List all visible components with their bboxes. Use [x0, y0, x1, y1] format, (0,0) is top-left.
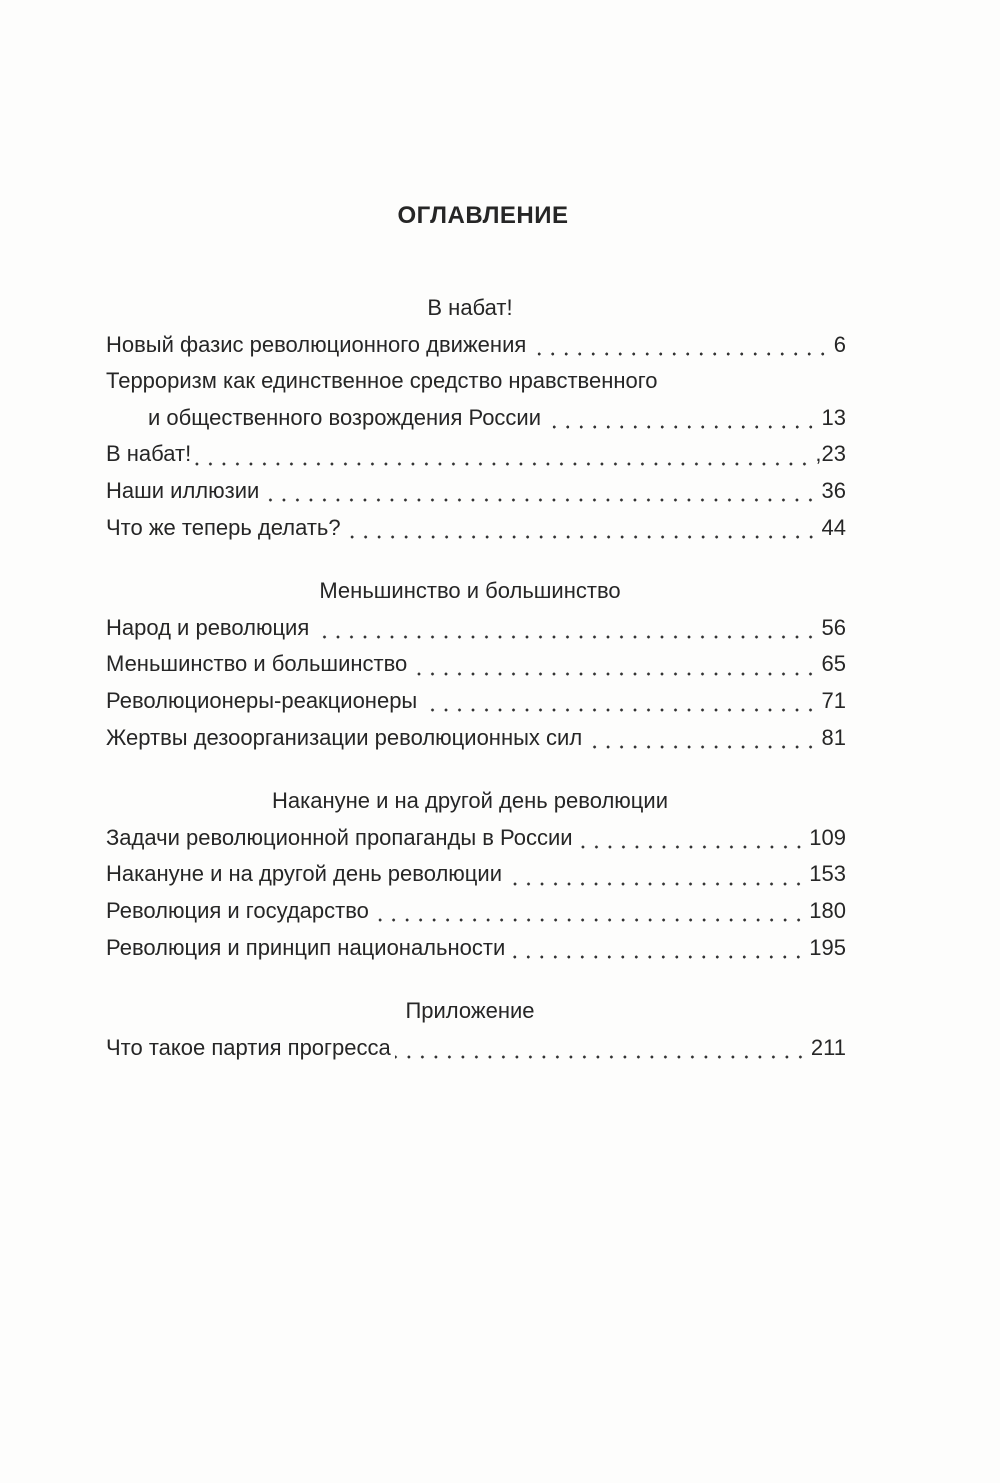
entry-title: Накануне и на другой день революции: [106, 861, 502, 887]
toc-entry[interactable]: [106, 473, 846, 510]
page-number: 195: [809, 934, 846, 960]
dot-leader: [195, 461, 811, 467]
page-number: 36: [821, 477, 846, 503]
page-number: 13: [821, 404, 846, 430]
dot-leader: [373, 917, 805, 923]
toc-entry[interactable]: [106, 436, 846, 473]
toc-entry[interactable]: [106, 720, 846, 757]
dot-leader: [530, 351, 829, 357]
toc-entry[interactable]: [106, 1030, 846, 1067]
section-heading: Приложение: [405, 998, 535, 1024]
toc-entry[interactable]: [106, 683, 846, 720]
entry-title: Терроризм как единственное средство нравственного: [106, 368, 658, 394]
toc-entry[interactable]: [106, 510, 846, 547]
page-number: 81: [821, 724, 846, 750]
dot-leader: [395, 1054, 807, 1060]
page-number: ,23: [815, 441, 846, 467]
entry-title: Революция и принцип национальности: [106, 934, 506, 960]
toc-entry[interactable]: [106, 856, 846, 893]
entry-title: Наши иллюзии: [106, 477, 260, 503]
dot-leader: [586, 744, 817, 750]
page-number: 44: [821, 514, 846, 540]
table-of-contents: [106, 290, 846, 1066]
dot-leader: [577, 844, 806, 850]
entry-title: Меньшинство и большинство: [106, 651, 408, 677]
dot-leader: [509, 954, 805, 960]
toc-entry[interactable]: [106, 820, 846, 857]
section-heading: В набат!: [427, 295, 513, 320]
toc-entry[interactable]: [106, 646, 846, 683]
page-number: 153: [809, 861, 846, 887]
entry-title: Народ и революция: [106, 614, 310, 640]
page-number: 211: [810, 1034, 846, 1060]
dot-leader: [263, 497, 817, 503]
dot-leader: [345, 534, 818, 540]
toc-entry[interactable]: [106, 893, 846, 930]
toc-entry[interactable]: [106, 400, 846, 437]
toc-entry[interactable]: [106, 363, 846, 400]
toc-entry[interactable]: [106, 327, 846, 364]
dot-leader: [421, 707, 817, 713]
entry-title: Задачи революционной пропаганды в России: [106, 824, 573, 850]
dot-leader: [506, 881, 805, 887]
toc-entry[interactable]: [106, 610, 846, 647]
toc-entry[interactable]: [106, 930, 846, 967]
entry-title: Что же теперь делать?: [106, 514, 341, 540]
page-number: 65: [821, 651, 846, 677]
dot-leader: [313, 634, 817, 640]
page-number: 6: [833, 331, 846, 357]
entry-title: и общественного возрождения России: [148, 404, 542, 430]
page-number: 56: [821, 614, 846, 640]
dot-leader: [411, 671, 817, 677]
entry-title: В набат!: [106, 441, 192, 467]
page-number: 109: [809, 824, 846, 850]
dot-leader: [545, 424, 818, 430]
entry-title: Жертвы дезоорганизации революционных сил: [106, 724, 583, 750]
page-title: ОГЛАВЛЕНИЕ: [397, 202, 569, 229]
page-number: 180: [809, 897, 846, 923]
entry-title: Революция и государство: [106, 897, 369, 923]
entry-title: Новый фазис революционного движения: [106, 331, 527, 357]
entry-title: Что такое партия прогресса: [106, 1034, 391, 1060]
page-number: 71: [821, 687, 846, 713]
section-heading: Накануне и на другой день революции: [272, 788, 668, 814]
section-heading: Меньшинство и большинство: [319, 578, 621, 604]
entry-title: Революционеры-реакционеры: [106, 687, 418, 713]
